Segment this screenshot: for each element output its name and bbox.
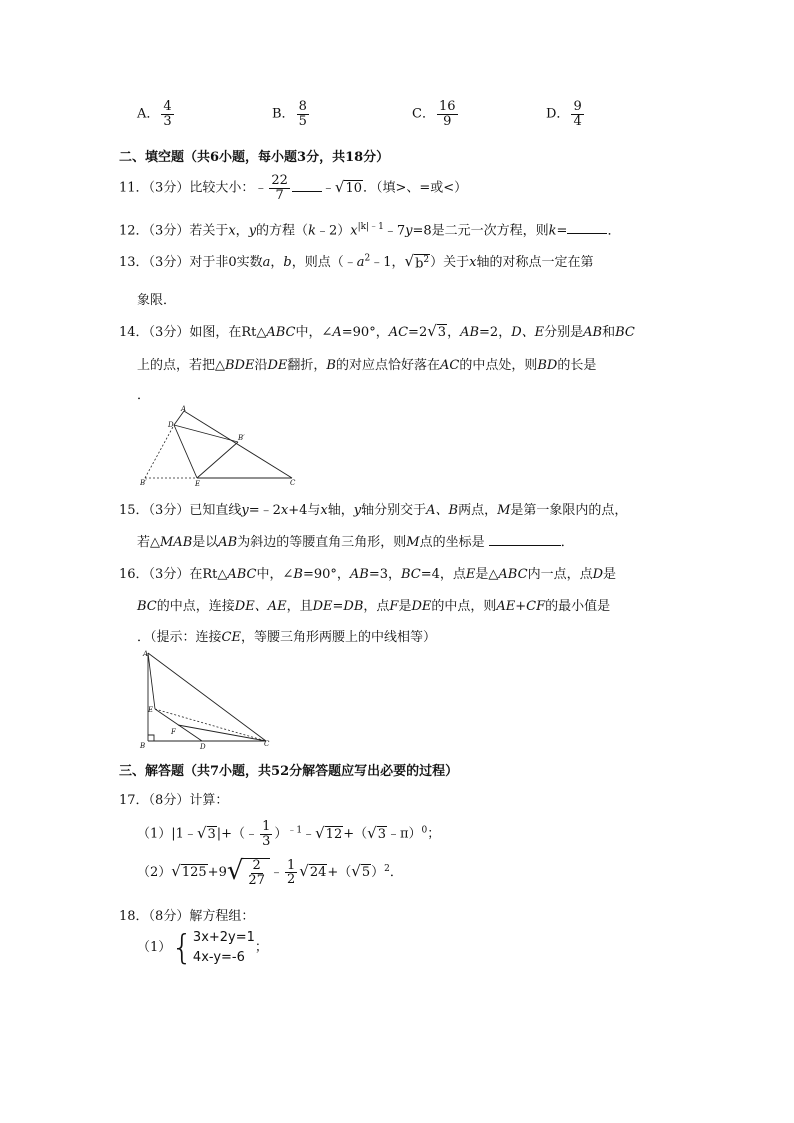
q17-p1-t3: ） xyxy=(274,826,288,842)
q17-p1-t5: +（ xyxy=(343,826,368,842)
q14-t11: 翻折， xyxy=(287,358,327,373)
q13-sep: ， xyxy=(270,255,284,270)
q16-t7: 内一点，点 xyxy=(527,567,593,582)
q14-t4: =2 xyxy=(408,325,428,340)
q16-DEAE: DE、AE xyxy=(234,599,287,614)
q16-DE: DE xyxy=(312,599,333,614)
question-14 xyxy=(119,321,635,341)
q12-text4: ﹣7 xyxy=(383,223,406,239)
q12-text1: 12．（3分）若关于 xyxy=(119,223,229,239)
q14-t14: 的长是 xyxy=(557,358,597,373)
q13-b: b xyxy=(283,255,292,270)
q13-a: a xyxy=(262,255,271,270)
q17-p2-den2: 2 xyxy=(286,872,296,888)
q18-part-1 xyxy=(137,928,268,967)
q17-p1-t1: （1）|1﹣ xyxy=(137,826,197,842)
q15-x: x xyxy=(280,503,289,518)
q14-AC2: AC xyxy=(440,358,460,373)
q14-AB: AB xyxy=(460,325,480,340)
q15-y: y xyxy=(241,503,249,518)
q13-radicand xyxy=(414,254,430,272)
q17-p2-exp: 2 xyxy=(384,863,390,874)
q14-t6: =2， xyxy=(479,325,512,340)
q15-t4: 轴， xyxy=(327,503,354,518)
q15-t3: +4与 xyxy=(288,503,321,518)
q13-line-2 xyxy=(137,289,176,308)
option-b-fraction xyxy=(297,100,309,128)
q17-p1-den: 3 xyxy=(262,833,271,849)
q17-p2-t6: ． xyxy=(389,865,403,881)
q14-abc: ABC xyxy=(266,325,296,340)
q15-t5: 轴分别交于 xyxy=(361,503,427,518)
q15-t2: =﹣2 xyxy=(248,503,281,518)
q14-label-Bprime: B′ xyxy=(238,434,245,442)
option-c-num: 16 xyxy=(438,99,456,114)
q14-BDE: BDE xyxy=(225,358,255,373)
q14-label-B: B′ xyxy=(140,479,147,487)
q17-p1-rad2: 12 xyxy=(325,826,343,842)
q13-text5: 轴的对称点一定在第 xyxy=(476,255,594,270)
q16-AB: AB xyxy=(349,567,369,582)
q12-x: x xyxy=(228,223,236,239)
q15-MAB: MAB xyxy=(160,535,193,550)
q14-t12: 的对应点恰好落在 xyxy=(335,358,440,373)
q17-p2-fraction2 xyxy=(285,859,297,887)
q13-text4: ）关于 xyxy=(430,255,470,270)
option-a-label: A． xyxy=(137,106,160,122)
q13-radb: b xyxy=(415,255,424,271)
q17-p1-rad: 3 xyxy=(207,826,216,842)
q16-line-3 xyxy=(137,626,436,645)
option-b-label: B． xyxy=(272,106,295,122)
question-16 xyxy=(119,563,616,582)
q14-t2: 中，∠ xyxy=(295,325,333,340)
q16-t2: 中，∠ xyxy=(256,567,294,582)
q11-sqrt: √ 10 xyxy=(334,177,362,196)
q16-figure xyxy=(138,648,278,752)
q14-figure xyxy=(140,405,300,487)
q17-p2-fraction xyxy=(246,859,267,887)
q11-radicand: 10 xyxy=(345,180,362,196)
q16-E: E xyxy=(465,567,476,582)
q16-label-A: A xyxy=(143,650,149,658)
option-a-num: 4 xyxy=(163,99,172,114)
q17-p2-radfrac xyxy=(243,858,270,887)
q18-system xyxy=(171,928,255,967)
option-c-fraction xyxy=(437,100,458,128)
q17-p2-sqrt24: √ 24 xyxy=(299,862,327,881)
q16-B: B xyxy=(293,567,303,582)
option-a-fraction xyxy=(161,100,173,128)
q11-prefix: 11．（3分）比较大小：﹣ xyxy=(119,180,268,196)
q16-t16: 的最小值是 xyxy=(545,599,611,614)
q16-F: F xyxy=(389,599,399,614)
q15-t1: 15．（3分）已知直线 xyxy=(119,503,242,518)
q11-num: 22 xyxy=(271,173,288,188)
q17-p1-exp: ﹣1 xyxy=(287,825,303,836)
q16-t14: 是 xyxy=(398,599,412,614)
q14-AC: AC xyxy=(388,325,409,340)
q16-label-C: C xyxy=(264,740,270,748)
q15-M: M xyxy=(497,503,511,518)
q12-text6: = xyxy=(556,223,568,239)
section-2-heading: 二、填空题（共6小题，每小题3分，共18分） xyxy=(119,150,390,165)
q12-end: ． xyxy=(607,223,621,239)
q12-text3: ﹣2） xyxy=(315,223,351,239)
q16-label-D: D xyxy=(200,743,206,751)
q14-label-A: A xyxy=(181,405,187,413)
q17-p1-t2: |+（﹣ xyxy=(216,826,259,842)
q17-p2-num2: 1 xyxy=(286,857,296,873)
q18-eq1: 3x+2y=1 xyxy=(192,930,255,945)
option-d-fraction xyxy=(571,100,583,128)
section-3-heading: 三、解答题（共7小题，共52分解答题应写出必要的过程） xyxy=(119,764,459,779)
q16-DE2: DE xyxy=(411,599,432,614)
q14-DE: D、E xyxy=(511,325,545,340)
q14-label-E: E xyxy=(195,480,201,487)
q14-A: A xyxy=(332,325,342,340)
q16-t6: 是△ xyxy=(475,567,499,582)
q14-line-3 xyxy=(137,384,150,403)
q15-t8: 若△ xyxy=(137,535,160,550)
q16-t13: ，点 xyxy=(363,599,390,614)
q17-p2-t4: +（ xyxy=(327,865,352,881)
q17-p1-rad3: 3 xyxy=(377,826,386,842)
q14-t1: 14．（3分）如图，在Rt△ xyxy=(119,325,267,340)
q17-p1-num: 1 xyxy=(262,819,271,834)
q14-t7: 分别是 xyxy=(544,325,584,340)
q12-k: k xyxy=(308,223,316,239)
q16-t1: 16．（3分）在Rt△ xyxy=(119,567,228,582)
q18-equations xyxy=(193,928,255,967)
q16-t8: 是 xyxy=(603,567,617,582)
q16-t5: =4，点 xyxy=(420,567,466,582)
q17-p1-exp2: 0 xyxy=(421,825,428,836)
q15-t6: 两点， xyxy=(458,503,498,518)
q17-p2-t1: （2） xyxy=(137,865,172,881)
question-18: 18．（8分）解方程组： xyxy=(119,909,255,924)
option-d xyxy=(546,100,586,128)
q16-D: D xyxy=(592,567,604,582)
q13-sqrt: √ $b^2$ xyxy=(404,251,430,271)
question-13 xyxy=(119,251,594,271)
q12-y: y xyxy=(248,223,257,239)
q17-p2-sqrtfrac: √ $\frac{2}{27}$ xyxy=(227,858,270,887)
q17-p1-sqrt3b: √ 3 xyxy=(367,823,386,842)
q13-text2: ，则点（﹣ xyxy=(291,255,357,270)
q17-p2-rad3: 5 xyxy=(361,865,371,881)
option-d-label: D． xyxy=(546,106,570,122)
question-12 xyxy=(119,219,620,238)
q16-t10: 的中点，连接 xyxy=(156,599,235,614)
q14-BC: BC xyxy=(615,325,635,340)
q11-fraction xyxy=(269,174,290,202)
q14-B: B xyxy=(326,358,336,373)
q15-t9: 是以 xyxy=(192,535,219,550)
q14-radicand: 3 xyxy=(437,325,447,341)
q17-p1-fraction xyxy=(260,820,272,848)
option-a xyxy=(137,100,176,128)
q17-p2-sqrt125: √ 125 xyxy=(171,862,207,881)
q17-p2-t2: +9 xyxy=(207,865,227,881)
q16-abc: ABC xyxy=(227,567,257,582)
q15-t7: 是第一象限内的点， xyxy=(510,503,628,518)
q14-t5: ， xyxy=(447,325,461,340)
q12-k2: k xyxy=(548,223,557,239)
q16-label-F: F xyxy=(171,728,176,736)
q14-AB2: AB xyxy=(583,325,603,340)
q13-a2: a xyxy=(356,255,365,270)
q16-label-E: E xyxy=(148,706,154,714)
option-c-den: 9 xyxy=(443,113,452,129)
option-d-num: 9 xyxy=(573,99,582,114)
q15-line-2 xyxy=(137,531,574,550)
q13-text6: 象限． xyxy=(137,293,177,308)
q18-eq2: 4x-y=-6 xyxy=(192,949,245,965)
q14-label-D: D xyxy=(168,421,174,429)
q14-t8: 和 xyxy=(602,325,616,340)
option-b xyxy=(272,100,311,128)
q15-answer-blank[interactable] xyxy=(489,545,561,546)
q14-t13: 的中点处，则 xyxy=(459,358,538,373)
q15-M2: M xyxy=(406,535,420,550)
q17-p2-t5: ） xyxy=(371,865,385,881)
q12-text2: 的方程（ xyxy=(256,223,309,239)
q14-t10: 沿 xyxy=(254,358,268,373)
q16-t18: ，等腰三角形两腰上的中线相等） xyxy=(240,630,436,645)
q14-DE2: DE xyxy=(267,358,288,373)
q15-AB: A、B xyxy=(426,503,459,518)
q14-label-C: C xyxy=(290,479,296,487)
q16-abc2: ABC xyxy=(498,567,528,582)
q12-exponent: |k|﹣1 xyxy=(357,222,384,232)
q17-p2-t3: ﹣ xyxy=(269,865,283,881)
question-15 xyxy=(119,499,627,518)
q11-answer-blank[interactable] xyxy=(292,191,322,192)
q16-DB: DB xyxy=(343,599,364,614)
q16-t17: ．（提示：连接 xyxy=(137,630,222,645)
q14-line-2 xyxy=(137,354,596,373)
q17-p2-den: 27 xyxy=(248,872,265,888)
q12-sep: ， xyxy=(235,223,249,239)
option-c-label: C． xyxy=(412,106,435,122)
q18-p1-label: （1） xyxy=(137,940,172,955)
q17-part-2 xyxy=(137,858,403,887)
option-d-den: 4 xyxy=(573,113,582,129)
q15-t11: 点的坐标是 xyxy=(419,535,485,550)
q11-den: 7 xyxy=(275,187,284,203)
question-11 xyxy=(119,174,467,202)
q13-x: x xyxy=(469,255,477,270)
option-b-num: 8 xyxy=(298,99,307,114)
q17-part-1 xyxy=(137,820,440,848)
q17-p1-sqrt3: √ 3 xyxy=(196,823,216,842)
q18-end: ； xyxy=(254,940,268,955)
option-c xyxy=(412,100,460,128)
q12-xvar: x xyxy=(350,223,358,239)
q16-t4: =3， xyxy=(368,567,401,582)
q15-t10: 为斜边的等腰直角三角形，则 xyxy=(237,535,407,550)
q11-mid: ﹣ xyxy=(321,180,335,196)
q12-answer-blank[interactable] xyxy=(567,233,607,234)
q17-p2-sqrt5: √ 5 xyxy=(351,862,371,881)
q13-rsup: 2 xyxy=(423,254,430,265)
q13-text3: ﹣1， xyxy=(370,255,405,270)
q15-AB2: AB xyxy=(218,535,238,550)
q17-p1-sqrt12: √ 12 xyxy=(315,823,343,842)
q12-y2: y xyxy=(405,223,413,239)
option-b-den: 5 xyxy=(298,113,307,129)
q15-y2: y xyxy=(353,503,362,518)
q17-p2-num: 2 xyxy=(252,858,261,873)
q13-square: 2 xyxy=(364,253,371,264)
q16-t3: =90°， xyxy=(302,567,350,582)
q14-BD: BD xyxy=(537,358,558,373)
q17-p2-rad: 125 xyxy=(181,865,207,881)
q17-p1-t6: ﹣π） xyxy=(386,826,422,842)
q14-t9: 上的点，若把△ xyxy=(137,358,225,373)
q17-p1-t7: ； xyxy=(427,826,441,842)
q14-t3: =90°， xyxy=(341,325,389,340)
q15-x2: x xyxy=(320,503,328,518)
q16-t11: ，且 xyxy=(286,599,313,614)
q14-sqrt: √ 3 xyxy=(427,322,447,341)
q16-label-B: B xyxy=(140,742,146,750)
q16-AECF: AE+CF xyxy=(496,599,546,614)
q13-text1: 13．（3分）对于非0实数 xyxy=(119,255,263,270)
q16-t12: = xyxy=(332,599,344,614)
question-17: 17．（8分）计算： xyxy=(119,793,229,808)
q16-BC: BC xyxy=(401,567,421,582)
q14-t15: ． xyxy=(137,388,151,403)
q12-text5: =8是二元一次方程，则 xyxy=(412,223,549,239)
q17-p2-rad2: 24 xyxy=(309,865,327,881)
q16-CE: CE xyxy=(221,630,241,645)
q15-end: ． xyxy=(560,535,574,550)
q16-t9: BC xyxy=(137,599,157,614)
q16-line-2 xyxy=(137,595,610,614)
q11-suffix: ．（填>、=或<） xyxy=(363,180,468,196)
option-a-den: 3 xyxy=(163,113,172,129)
q18-brace: { xyxy=(171,927,193,968)
q16-t15: 的中点，则 xyxy=(431,599,497,614)
q17-p1-t4: ﹣ xyxy=(302,826,316,842)
